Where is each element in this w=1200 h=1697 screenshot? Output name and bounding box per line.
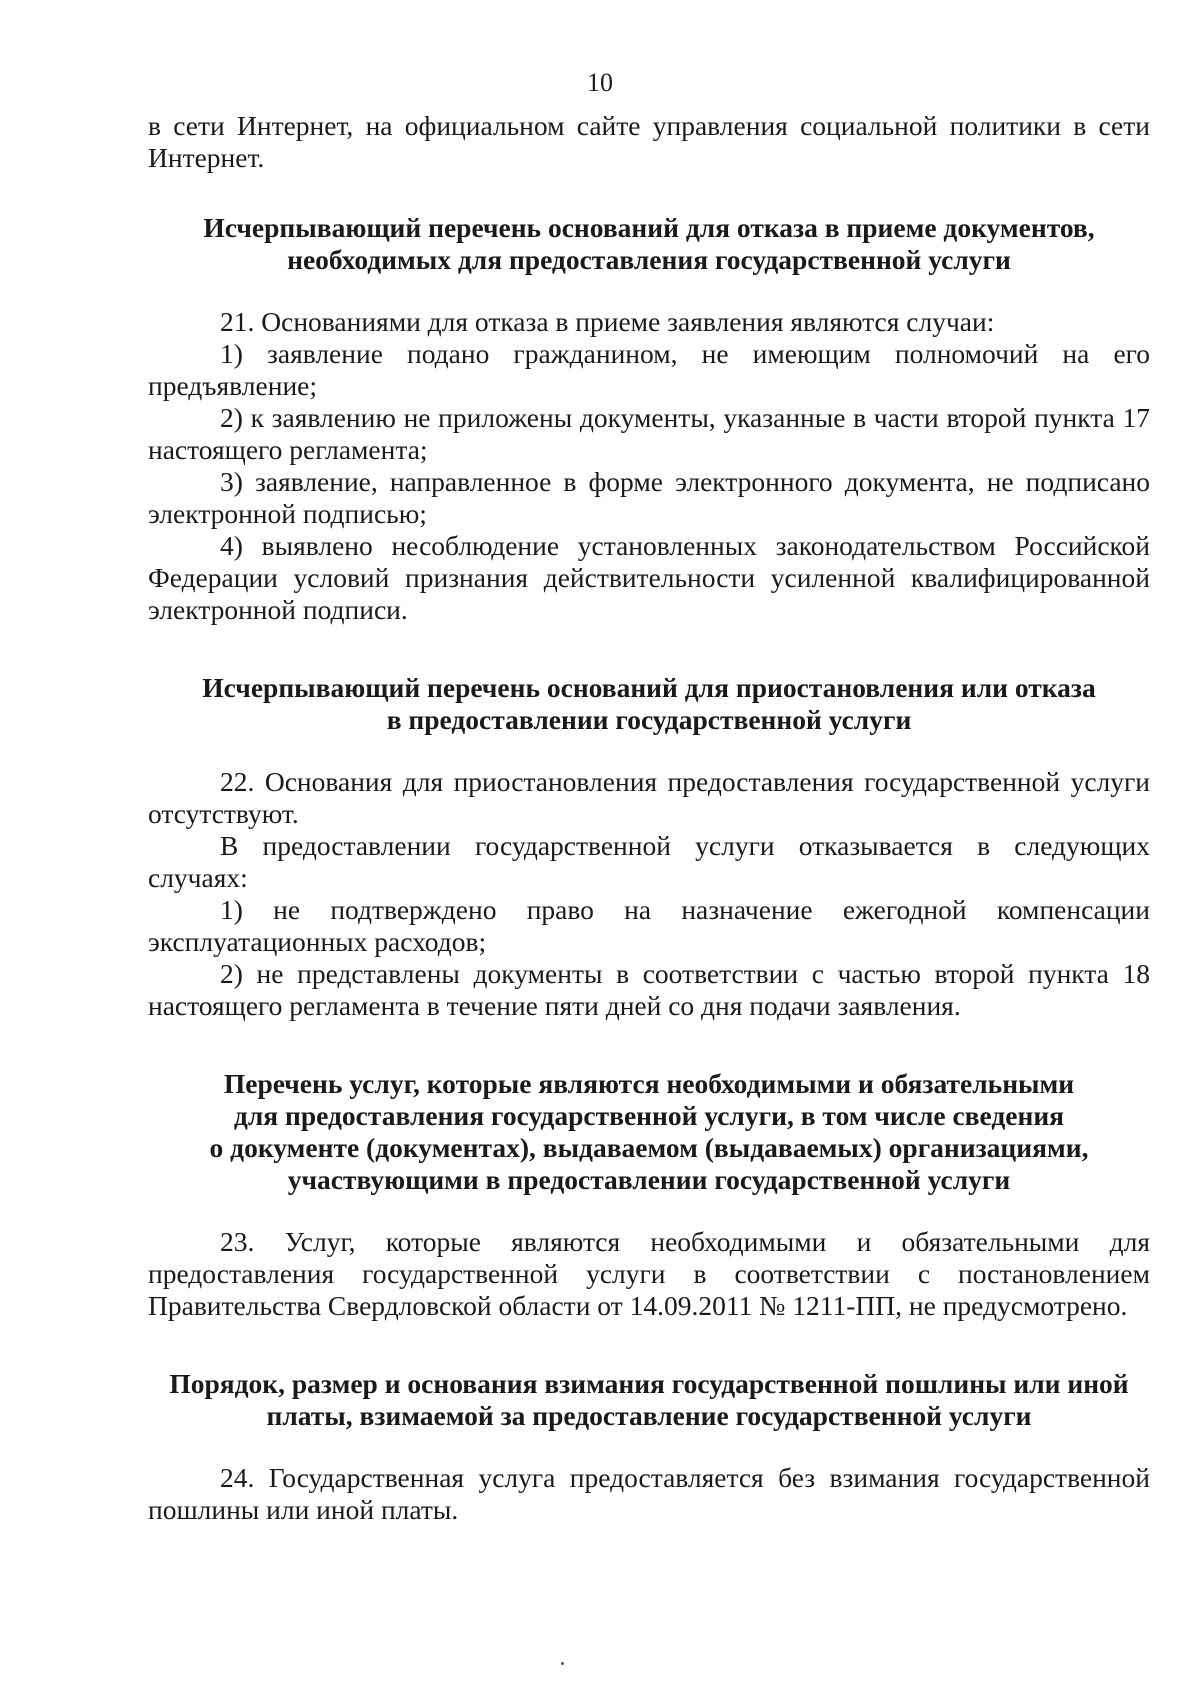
list-item: 4) выявлено несоблюдение установленных законодательством Российской Федерации условий признания действительности усиленной квалифицированной электронной подписи. xyxy=(148,530,1150,625)
heading-line: Перечень услуг, которые являются необходимыми и обязательными xyxy=(223,1068,1075,1099)
section-necessary-services xyxy=(148,1068,1150,1322)
heading-line: платы, взимаемой за предоставление государственной услуги xyxy=(266,1400,1032,1431)
section-heading xyxy=(148,672,1150,736)
list-item: 3) заявление, направленное в форме электронного документа, не подписано электронной подписью; xyxy=(148,466,1150,529)
paragraph: В предоставлении государственной услуги отказывается в следующих случаях: xyxy=(148,830,1150,893)
heading-line: Порядок, размер и основания взимания государственной пошлины или иной xyxy=(169,1368,1129,1399)
paragraph: 22. Основания для приостановления предоставления государственной услуги отсутствуют. xyxy=(148,766,1150,829)
heading-line: участвующими в предоставлении государственной услуги xyxy=(287,1164,1011,1195)
page-number: 10 xyxy=(587,68,613,97)
section-heading xyxy=(148,212,1150,276)
paragraph: 24. Государственная услуга предоставляется без взимания государственной пошлины или иной платы. xyxy=(148,1462,1150,1525)
section-heading xyxy=(148,1068,1150,1196)
section-suspension-refusal xyxy=(148,672,1150,1022)
heading-line: Исчерпывающий перечень оснований для отказа в приеме документов, xyxy=(203,212,1095,243)
section-refusal-acceptance xyxy=(148,212,1150,626)
section-heading xyxy=(148,1368,1150,1432)
continuation-paragraph: в сети Интернет, на официальном сайте управления социальной политики в сети Интернет. xyxy=(148,110,1150,173)
paragraph: 21. Основаниями для отказа в приеме заявления являются случаи: xyxy=(220,306,995,337)
heading-line: для предоставления государственной услуги, в том числе сведения xyxy=(233,1100,1065,1131)
list-item: 1) заявление подано гражданином, не имеющим полномочий на его предъявление; xyxy=(148,338,1150,401)
list-item: 1) не подтверждено право на назначение ежегодной компенсации эксплуатационных расходов; xyxy=(148,894,1150,957)
list-item: 2) не представлены документы в соответствии с частью второй пункта 18 настоящего регламента в течение пяти дней со дня подачи заявления. xyxy=(148,958,1150,1021)
list-item: 2) к заявлению не приложены документы, указанные в части второй пункта 17 настоящего регламента; xyxy=(148,402,1150,465)
heading-line: Исчерпывающий перечень оснований для приостановления или отказа xyxy=(202,672,1096,703)
scan-speck xyxy=(561,1662,564,1665)
heading-line: о документе (документах), выдаваемом (выдаваемых) организациями, xyxy=(209,1132,1089,1163)
paragraph: 23. Услуг, которые являются необходимыми и обязательными для предоставления государственной услуги в соответствии с постановлением Правительства Свердловской области от 14.09.2011 № 1211-ПП, не предусмотрено. xyxy=(148,1226,1150,1321)
heading-line: необходимых для предоставления государственной услуги xyxy=(287,244,1011,275)
heading-line: в предоставлении государственной услуги xyxy=(386,704,912,735)
document-body xyxy=(148,110,1150,1526)
section-state-fee xyxy=(148,1368,1150,1526)
